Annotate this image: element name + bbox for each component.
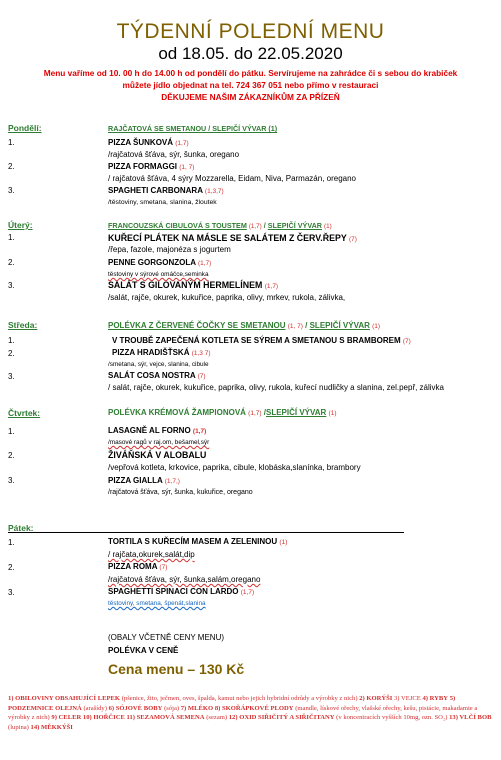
dish-name: PENNE GORGONZOLA (1,7) xyxy=(108,258,212,267)
dish-name: SALÁT COSA NOSTRA (7) xyxy=(108,371,206,380)
item-number: 3. xyxy=(8,588,15,597)
item-number: 1. xyxy=(8,427,15,436)
day-friday: Pátek: xyxy=(8,523,34,533)
item-number: 2. xyxy=(8,258,15,267)
dish-description: /rajčatová šťáva, sýr, šunka, kukuřice, oregano xyxy=(108,489,253,496)
dish-name: PIZZA ŠUNKOVÁ (1,7) xyxy=(108,138,189,147)
menu-price: Cena menu – 130 Kč xyxy=(108,661,245,677)
dish-description: /řepa, fazole, majonéza s jogurtem xyxy=(108,245,231,254)
dish-description: / salát, rajče, okurek, kukuřice, paprika, olivy, rukola, kuřecí nudličky a slanina, zel.pepř, zálivka xyxy=(108,383,444,392)
soup-monday: RAJČATOVÁ SE SMETANOU / SLEPIČÍ VÝVAR (1) xyxy=(108,124,278,133)
item-number: 3. xyxy=(8,476,15,485)
item-number: 3. xyxy=(8,372,15,381)
dish-name: SALÁT S GILOVANÝM HERMELÍNEM (1,7) xyxy=(108,280,279,290)
dish-name: V TROUBĚ ZAPEČENÁ KOTLETA SE SÝREM A SMETANOU S BRAMBOREM (7) xyxy=(112,336,411,345)
item-number: 2. xyxy=(8,349,15,358)
soup-tuesday: FRANCOUZSKÁ CIBULOVÁ S TOUSTEM (1,7) / SLEPIČÍ VÝVAR (1) xyxy=(108,221,332,230)
dish-description: /smetana, sýr, vejce, slanina, cibule xyxy=(108,361,209,368)
dish-name: PIZZA ROMA (7) xyxy=(108,562,168,571)
item-number: 1. xyxy=(8,538,15,547)
info-line-1: Menu vaříme od 10. 00 h do 14.00 h od pondělí do pátku. Servírujeme na zahrádce či s sebou do krabiček xyxy=(43,68,458,78)
dish-name: LASAGNĚ AL FORNO (1,7) xyxy=(108,426,207,435)
allergen-legend: 1) OBILOVINY OBSAHUJÍCÍ LEPEK (pšenice, žito, ječmen, oves, špalda, kamut nebo jejich hybridní odrůdy a výrobky z nich) 2) KORÝŠI 3) VEJCE 4) RYBY 5) PODZEMNICE OLEJNÁ (arašídy) 6) SÓJOVÉ BOBY (sója) 7) MLÉKO 8) SKOŘÁPKOVÉ PLODY (mandle, lískové ořechy, vlašské ořechy, kešu, pistácie, makadamie a výrobky z nich) 9) CELER 10) HOŘČICE 11) SEZAMOVÁ SEMENA (sezam) 12) OXID SIŘIČITÝ A SIŘIČITANY (v koncentracích vyšších 10mg, ozn. SO₂) 13) VLČÍ BOB (lupina) 14) MĚKKÝŠI xyxy=(8,695,492,731)
item-number: 2. xyxy=(8,563,15,572)
dish-description: /rajčatová šťáva, sýr, šunka,salám,oregano xyxy=(108,575,261,584)
day-thursday: Čtvrtek: xyxy=(8,408,41,418)
dish-description: /masové ragů v raj.om, bešamel,sýr xyxy=(108,439,210,446)
dish-description: těstoviny v sýrové omáčce,seminka xyxy=(108,271,209,278)
dish-description: /těstoviny, smetana, slanina, žloutek xyxy=(108,199,217,206)
dish-description: /salát, rajče, okurek, kukuřice, paprika, olivy, mrkev, rukola, zálivka, xyxy=(108,293,346,302)
dish-name: PIZZA FORMAGGI (1, 7) xyxy=(108,162,195,171)
menu-title: TÝDENNÍ POLEDNÍ MENU xyxy=(116,20,385,43)
dish-name: SPAGHETTI SPINACI CON LARDO (1,7) xyxy=(108,587,255,596)
item-number: 1. xyxy=(8,138,15,147)
dish-description: / rajčatová šťáva, 4 sýry Mozzarella, Eidam, Niva, Parmazán, oregano xyxy=(108,174,356,183)
dish-description: /rajčatová šťáva, sýr, šunka, oregano xyxy=(108,150,240,159)
dish-description: /vepřová kotleta, krkovice, paprika, cibule, klobáska,slanínka, brambory xyxy=(108,463,361,472)
dish-name: PIZZA HRADIŠŤSKÁ (1,3 7) xyxy=(112,348,211,357)
polevka-note: POLÉVKA V CENĚ xyxy=(108,646,179,655)
day-wednesday: Středa: xyxy=(8,320,38,330)
item-number: 1. xyxy=(8,336,15,345)
dish-name: KUŘECÍ PLÁTEK NA MÁSLE SE SALÁTEM Z ČERV.ŘEPY (7) xyxy=(108,233,357,243)
item-number: 3. xyxy=(8,186,15,195)
menu-dates: od 18.05. do 22.05.2020 xyxy=(158,44,343,63)
dish-name: SPAGHETI CARBONARA (1,3,7) xyxy=(108,186,224,195)
friday-divider xyxy=(8,532,404,533)
item-number: 2. xyxy=(8,162,15,171)
day-tuesday: Úterý: xyxy=(8,220,33,230)
dish-description: / rajčata,okurek,salát,dip xyxy=(108,550,195,559)
item-number: 3. xyxy=(8,281,15,290)
thanks-line: DĚKUJEME NAŠIM ZÁKAZNÍKŮM ZA PŘÍZEŇ xyxy=(161,92,340,102)
obaly-note: (OBALY VČETNĚ CENY MENU) xyxy=(108,633,225,642)
dish-name: ŽIVÁŇSKÁ V ALOBALU xyxy=(108,450,207,460)
soup-wednesday: POLÉVKA Z ČERVENÉ ČOČKY SE SMETANOU (1, 7) / SLEPIČÍ VÝVAR (1) xyxy=(108,321,381,330)
item-number: 2. xyxy=(8,451,15,460)
info-line-2: můžete jídlo objednat na tel. 724 367 051 nebo přímo v restauraci xyxy=(122,80,379,90)
soup-thursday: POLÉVKA KRÉMOVÁ ŽAMPIONOVÁ (1,7) /SLEPIČÍ VÝVAR (1) xyxy=(108,408,337,417)
day-monday: Pondělí: xyxy=(8,123,42,133)
dish-name: PIZZA GIALLA (1,7,) xyxy=(108,476,180,485)
dish-description: těstoviny, smetana, špenát,slanina xyxy=(108,600,206,607)
dish-name: TORTILA S KUŘECÍM MASEM A ZELENINOU (1) xyxy=(108,537,288,546)
item-number: 1. xyxy=(8,233,15,242)
